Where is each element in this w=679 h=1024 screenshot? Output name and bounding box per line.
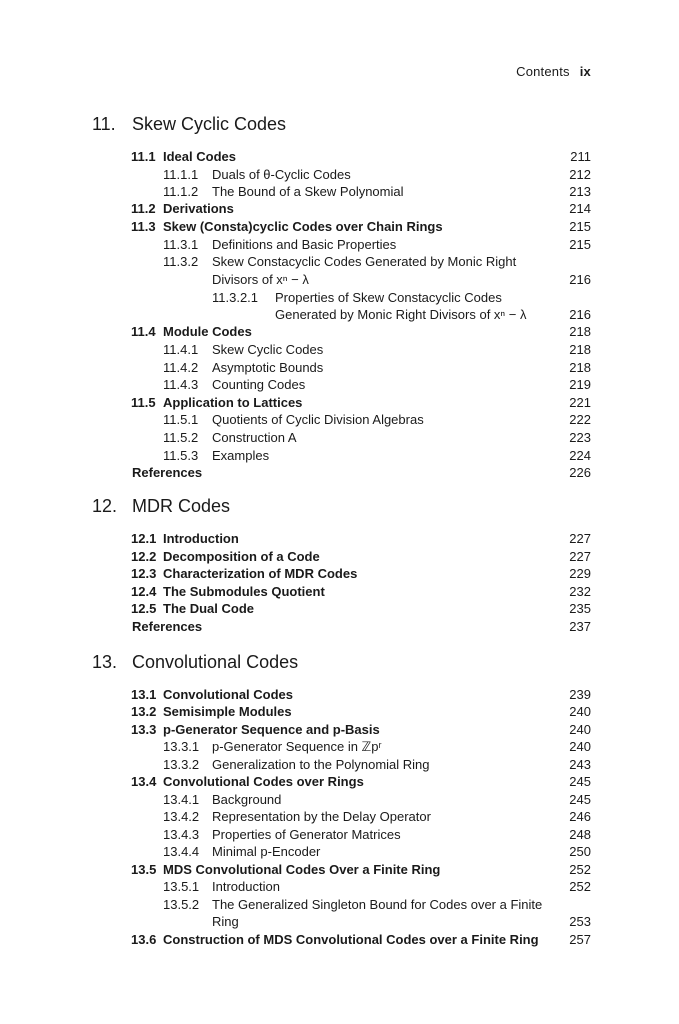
entry-page: 252 [569, 862, 591, 877]
entry-title: Generalization to the Polynomial Ring [212, 757, 430, 772]
entry-number: 13.3 [131, 722, 157, 737]
entry-title: p-Generator Sequence and p-Basis [163, 722, 380, 737]
entry-title: Background [212, 792, 282, 807]
entry-page: 235 [569, 601, 591, 616]
entry-number: 11.4.2 [163, 360, 199, 375]
entry-page: 227 [569, 531, 591, 546]
entry-number: 11.5 [131, 395, 156, 410]
entry-number: 13.3.2 [163, 757, 200, 772]
entry-number: 11.3 [131, 219, 156, 234]
entry-title: Introduction [212, 879, 280, 894]
entry-page: 245 [569, 792, 591, 807]
toc-entry[interactable] [0, 878, 679, 896]
entry-title: Ring [212, 914, 239, 929]
toc-entry[interactable] [0, 289, 679, 307]
entry-number: 13.4.3 [163, 827, 200, 842]
entry-page: 237 [569, 619, 591, 634]
entry-number: 13.5.2 [163, 897, 200, 912]
chapter-title [92, 496, 230, 517]
entry-number: 11.5.1 [163, 412, 199, 427]
toc-entry[interactable] [0, 756, 679, 774]
entry-page: 232 [569, 584, 591, 599]
entry-title: References [132, 619, 203, 634]
entry-page: 212 [569, 167, 591, 182]
toc-entry[interactable] [0, 861, 679, 879]
chapter-number: 11. [92, 114, 116, 134]
entry-page: 245 [569, 774, 591, 789]
entry-title: The Submodules Quotient [163, 584, 325, 599]
entry-title: Characterization of MDR Codes [163, 566, 358, 581]
toc-entry-references[interactable] [0, 618, 679, 636]
chapter-title [92, 114, 286, 135]
entry-page: 226 [569, 465, 591, 480]
entry-title: References [132, 465, 203, 480]
entry-number: 13.4.1 [163, 792, 200, 807]
entry-title: Definitions and Basic Properties [212, 237, 397, 252]
entry-number: 13.3.1 [163, 739, 200, 754]
chapter-number: 13. [92, 652, 118, 672]
toc-entry-references[interactable] [0, 464, 679, 482]
entry-title: Minimal p-Encoder [212, 844, 321, 859]
entry-page: 215 [569, 237, 591, 252]
toc-entry[interactable] [0, 843, 679, 861]
entry-title: p-Generator Sequence in ℤpʳ [212, 739, 382, 754]
entry-number: 13.5 [131, 862, 157, 877]
entry-title: Decomposition of a Code [163, 549, 320, 564]
toc-entry[interactable] [0, 530, 679, 548]
toc-entry[interactable] [0, 359, 679, 377]
chapter-name: Convolutional Codes [132, 652, 299, 672]
toc-entry[interactable] [0, 323, 679, 341]
entry-title: The Bound of a Skew Polynomial [212, 184, 404, 199]
entry-number: 11.4.1 [163, 342, 199, 357]
toc-entry[interactable] [0, 341, 679, 359]
entry-title: Module Codes [163, 324, 252, 339]
entry-number: 11.1.2 [163, 184, 199, 199]
entry-title: MDS Convolutional Codes Over a Finite Ring [163, 862, 441, 877]
toc-entry[interactable] [0, 773, 679, 791]
entry-page: 218 [569, 360, 591, 375]
entry-page: 215 [569, 219, 591, 234]
toc-entry[interactable] [0, 896, 679, 914]
entry-page: 240 [569, 704, 591, 719]
toc-entry[interactable] [0, 253, 679, 271]
entry-page: 218 [569, 342, 591, 357]
entry-title: Quotients of Cyclic Division Algebras [212, 412, 424, 427]
running-header [516, 64, 591, 79]
toc-entry[interactable] [0, 931, 679, 949]
toc-entry[interactable] [0, 218, 679, 236]
entry-title: Properties of Generator Matrices [212, 827, 401, 842]
entry-number: 11.5.2 [163, 430, 199, 445]
entry-title: Derivations [163, 201, 234, 216]
entry-title: Skew Cyclic Codes [212, 342, 324, 357]
entry-title: Semisimple Modules [163, 704, 292, 719]
entry-number: 13.5.1 [163, 879, 200, 894]
entry-page: 229 [569, 566, 591, 581]
entry-number: 12.1 [131, 531, 157, 546]
entry-number: 12.3 [131, 566, 157, 581]
entry-number: 11.3.2.1 [212, 290, 259, 305]
entry-number: 13.4.4 [163, 844, 200, 859]
entry-number: 13.1 [131, 687, 157, 702]
entry-title: Representation by the Delay Operator [212, 809, 431, 824]
entry-page: 252 [569, 879, 591, 894]
entry-number: 13.4.2 [163, 809, 200, 824]
toc-entry[interactable] [0, 166, 679, 184]
toc-entry[interactable] [0, 738, 679, 756]
toc-entry[interactable] [0, 686, 679, 704]
chapter-name: MDR Codes [132, 496, 231, 516]
entry-number: 13.4 [131, 774, 157, 789]
entry-page: 240 [569, 722, 591, 737]
toc-entry[interactable] [0, 808, 679, 826]
entry-page: 243 [569, 757, 591, 772]
toc-entry[interactable] [0, 411, 679, 429]
entry-title: Properties of Skew Constacyclic Codes [275, 290, 502, 305]
entry-title: The Dual Code [163, 601, 255, 616]
entry-title: Construction A [212, 430, 297, 445]
entry-number: 11.4 [131, 324, 156, 339]
entry-number: 11.3.1 [163, 237, 199, 252]
entry-number: 11.5.3 [163, 448, 199, 463]
entry-title: Generated by Monic Right Divisors of xⁿ − λ [275, 307, 527, 322]
entry-title: Introduction [163, 531, 239, 546]
entry-page: 222 [569, 412, 591, 427]
entry-title: Convolutional Codes over Rings [163, 774, 364, 789]
chapter-name: Skew Cyclic Codes [132, 114, 287, 134]
toc-entry[interactable] [0, 376, 679, 394]
toc-entry[interactable] [0, 394, 679, 412]
entry-number: 11.1 [131, 149, 156, 164]
entry-title: Application to Lattices [163, 395, 303, 410]
toc-entry[interactable] [0, 200, 679, 218]
entry-page: 218 [569, 324, 591, 339]
entry-number: 13.2 [131, 704, 157, 719]
entry-title: The Generalized Singleton Bound for Codes over a Finite [212, 897, 543, 912]
toc-entry[interactable] [0, 826, 679, 844]
toc-entry[interactable] [0, 183, 679, 201]
toc-entry[interactable] [0, 548, 679, 566]
toc-entry[interactable] [0, 565, 679, 583]
toc-entry[interactable] [0, 600, 679, 618]
toc-entry[interactable] [0, 703, 679, 721]
entry-title: Skew (Consta)cyclic Codes over Chain Rings [163, 219, 443, 234]
chapter-number: 12. [92, 496, 118, 516]
header-page-number: ix [579, 64, 591, 79]
entry-page: 214 [569, 201, 591, 216]
entry-title: Examples [212, 448, 270, 463]
entry-page: 211 [570, 149, 591, 164]
entry-number: 13.6 [131, 932, 157, 947]
entry-title: Ideal Codes [163, 149, 236, 164]
entry-title: Counting Codes [212, 377, 306, 392]
entry-page: 216 [569, 307, 591, 322]
entry-page: 219 [569, 377, 591, 392]
toc-entry[interactable] [0, 583, 679, 601]
entry-title: Asymptotic Bounds [212, 360, 324, 375]
entry-page: 227 [569, 549, 591, 564]
entry-number: 11.2 [131, 201, 156, 216]
entry-page: 221 [569, 395, 591, 410]
entry-title: Skew Constacyclic Codes Generated by Monic Right [212, 254, 517, 269]
entry-number: 11.3.2 [163, 254, 199, 269]
toc-entry[interactable] [0, 721, 679, 739]
entry-page: 253 [569, 914, 591, 929]
entry-title: Convolutional Codes [163, 687, 293, 702]
entry-page: 240 [569, 739, 591, 754]
toc-entry[interactable] [0, 236, 679, 254]
entry-page: 257 [569, 932, 591, 947]
entry-page: 239 [569, 687, 591, 702]
toc-entry[interactable] [0, 429, 679, 447]
chapter-title [92, 652, 298, 673]
entry-page: 224 [569, 448, 591, 463]
entry-number: 12.4 [131, 584, 157, 599]
entry-title: Duals of θ-Cyclic Codes [212, 167, 351, 182]
entry-number: 11.4.3 [163, 377, 199, 392]
toc-entry-continuation[interactable] [0, 306, 679, 324]
entry-title: Divisors of xⁿ − λ [212, 272, 309, 287]
entry-number: 11.1.1 [163, 167, 199, 182]
entry-page: 246 [569, 809, 591, 824]
entry-title: Construction of MDS Convolutional Codes over a Finite Ring [163, 932, 539, 947]
toc-entry[interactable] [0, 148, 679, 166]
entry-page: 213 [569, 184, 591, 199]
toc-entry[interactable] [0, 791, 679, 809]
entry-page: 250 [569, 844, 591, 859]
entry-page: 248 [569, 827, 591, 842]
entry-number: 12.5 [131, 601, 157, 616]
entry-page: 216 [569, 272, 591, 287]
header-label: Contents [516, 64, 570, 79]
toc-entry-continuation[interactable] [0, 271, 679, 289]
toc-entry[interactable] [0, 447, 679, 465]
entry-page: 223 [569, 430, 591, 445]
toc-entry-continuation[interactable] [0, 913, 679, 931]
entry-number: 12.2 [131, 549, 157, 564]
